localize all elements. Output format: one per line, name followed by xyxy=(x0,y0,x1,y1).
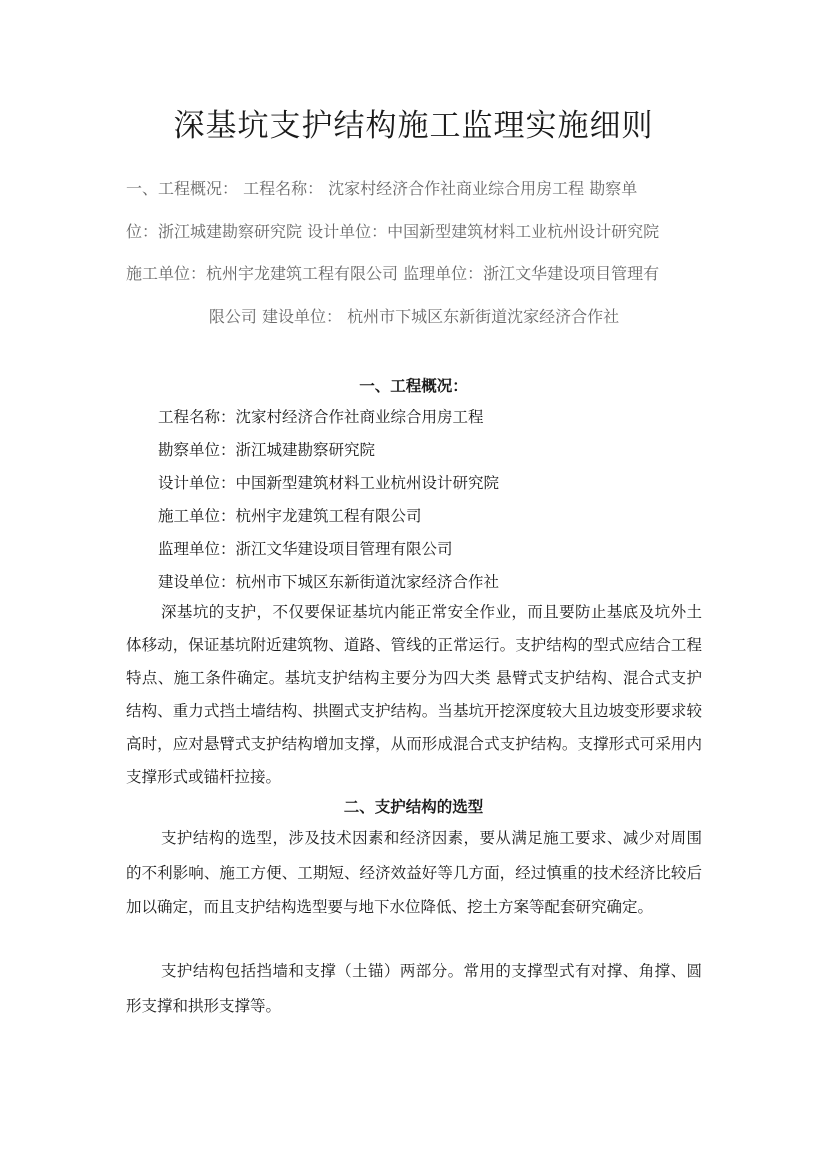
paragraph-text: 支护结构的选型，涉及技术因素和经济因素，要从满足施工要求、减少对周围的不利影响、施工方便、工期短、经济效益好等几方面，经过慎重的技术经济比较后加以确定，而且支护结构选型要与地下水位降低、挖土方案等配套研究确定。 xyxy=(126,829,702,916)
info-construction-unit: 施工单位：杭州宇龙建筑工程有限公司 xyxy=(158,507,422,525)
info-project-name: 工程名称：沈家村经济合作社商业综合用房工程 xyxy=(158,408,484,426)
summary-line: 施工单位：杭州宇龙建筑工程有限公司 监理单位：浙江文华建设项目管理有 xyxy=(126,264,660,283)
info-survey-unit: 勘察单位：浙江城建勘察研究院 xyxy=(158,441,376,459)
overview-paragraph xyxy=(126,596,702,794)
paragraph-text: 支护结构包括挡墙和支撑（土锚）两部分。常用的支撑型式有对撑、角撑、圆形支撑和拱形支撑等。 xyxy=(126,962,702,1015)
project-summary xyxy=(126,168,702,338)
info-supervision-unit: 监理单位：浙江文华建设项目管理有限公司 xyxy=(158,540,453,558)
summary-line: 限公司 建设单位： 杭州市下城区东新街道沈家经济合作社 xyxy=(208,306,620,326)
section-heading-selection: 二、支护结构的选型 xyxy=(343,797,484,816)
selection-paragraph-1 xyxy=(126,821,702,925)
document-title: 深基坑支护结构施工监理实施细则 xyxy=(173,108,654,144)
summary-line: 位：浙江城建勘察研究院 设计单位：中国新型建筑材料工业杭州设计研究院 xyxy=(126,221,660,241)
selection-paragraph-2 xyxy=(126,954,702,1023)
paragraph-text: 深基坑的支护，不仅要保证基坑内能正常安全作业，而且要防止基底及坑外土体移动，保证基坑附近建筑物、道路、管线的正常运行。支护结构的型式应结合工程特点、施工条件确定。基坑支护结构主要分为四大类 悬臂式支护结构、混合式支护结构、重力式挡土墙结构、拱圈式支护结构。当基坑开挖深度较大且边坡变形要求较高时，应对悬臂式支护结构增加支撑，从而形成混合式支护结构。支撑形式可采用内支撑形式或锚杆拉接。 xyxy=(126,603,702,786)
info-design-unit: 设计单位：中国新型建筑材料工业杭州设计研究院 xyxy=(158,474,500,492)
section-heading-overview: 一、工程概况： xyxy=(359,376,468,395)
summary-line: 一、工程概况： 工程名称： 沈家村经济合作社商业综合用房工程 勘察单 xyxy=(126,179,638,198)
info-owner-unit: 建设单位：杭州市下城区东新街道沈家经济合作社 xyxy=(158,573,500,591)
